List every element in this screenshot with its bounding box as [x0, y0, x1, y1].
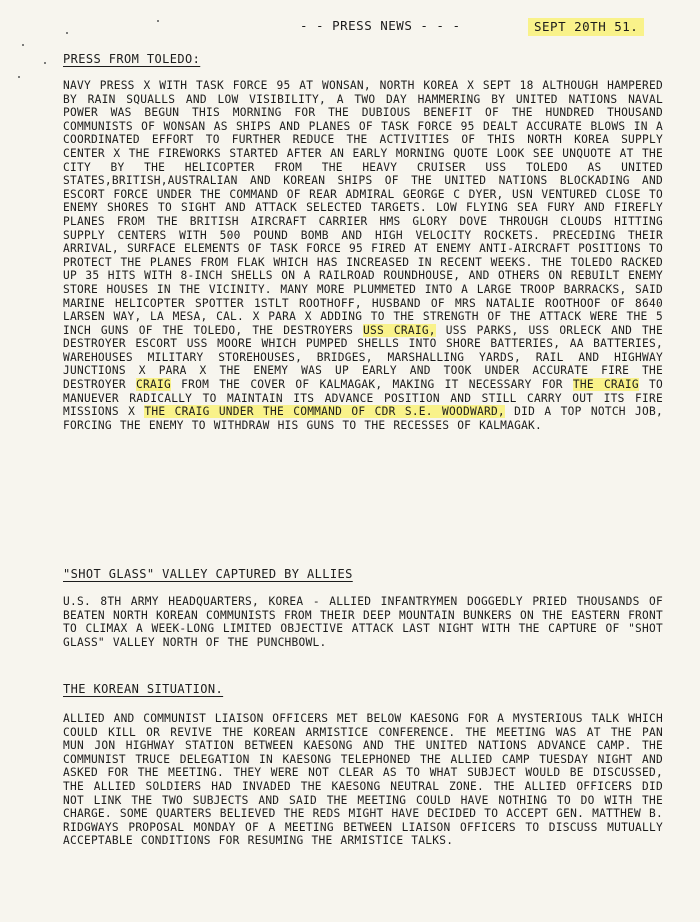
section-heading-korean-situation: THE KOREAN SITUATION.: [63, 682, 224, 696]
section-heading-press-from-toledo: PRESS FROM TOLEDO:: [63, 52, 201, 66]
section-body-shot-glass-valley: [63, 595, 663, 649]
scan-speck: [44, 62, 46, 64]
highlighted-text: USS CRAIG,: [363, 323, 436, 337]
page-header-date: SEPT 20TH 51.: [528, 18, 644, 36]
highlighted-text: THE CRAIG UNDER THE COMMAND OF CDR S.E. WOODWARD,: [144, 405, 505, 419]
section-heading-shot-glass-valley: "SHOT GLASS" VALLEY CAPTURED BY ALLIES: [63, 567, 353, 581]
body-text: NAVY PRESS X WITH TASK FORCE 95 AT WONSAN, NORTH KOREA X SEPT 18 ALTHOUGH HAMPERED BY RAIN SQUALLS AND LOW VISIBILITY, A TWO DAY HAMMERING BY UNITED NATIONS NAVAL POWER WAS BEGUN THIS MORNING FOR THE DUBIOUS BENEFIT OF THE HUNDRED THOUSAND COMMUNISTS OF WONSAN AS SHIPS AND PLANES OF TASK FORCE 95 DEALT ACCURATE BLOWS IN A COORDINATED EFFORT TO FURTHER REDUCE THE ACTIVITIES OF THIS NORTH KOREA SUPPLY CENTER X THE FIREWORKS STARTED AFTER AN EARLY MORNING QUOTE LOOK SEE UNQUOTE AT THE CITY BY THE HELICOPTER FROM THE HEAVY CRUISER USS TOLEDO AS UNITED STATES,BRITISH,AUSTRALIAN AND KOREAN SHIPS OF THE UNITED NATIONS BLOCKADING AND ESCORT FORCE UNDER THE COMMAND OF REAR ADMIRAL GEORGE C DYER, USN VENTURED CLOSE TO ENEMY SHORES TO SIGHT AND ATTACK SELECTED TARGETS. LOW FLYING SEA FURY AND FIREFLY PLANES FROM THE BRITISH AIRCRAFT CARRIER HMS GLORY DOVE THROUGH CLOUDS HITTING SUPPLY CENTERS WITH 500 POUND BOMB AND HIGH VELOCITY ROCKETS. PRECEDING THEIR ARRIVAL, SURFACE ELEMENTS OF TASK FORCE 95 FIRED AT ENEMY ANTI-AIRCRAFT POSITIONS TO PROTECT THE PLANES FROM FLAK WHICH HAS INCREASED IN RECENT WEEKS. THE TOLEDO RACKED UP 35 HITS WITH 8-INCH SHELLS ON A RAILROAD ROUNDHOUSE, AND OTHERS ON REBUILT ENEMY STORE HOUSES IN THE VICINITY. MANY MORE PLUMMETED INTO A LARGE TROOP BARRACKS, SAID MARINE HELICOPTER SPOTTER 1STLT ROOTHOFF, HUSBAND OF MRS NATALIE ROOTHOOF OF 8640 LARSEN WAY, LA MESA, CAL. X PARA X ADDING TO THE STRENGTH OF THE ATTACK WERE THE 5 INCH GUNS OF THE TOLEDO, THE DESTROYERS: [63, 79, 663, 337]
highlighted-text: THE CRAIG: [572, 378, 639, 392]
scan-speck: [157, 20, 159, 22]
page-header-title: - - PRESS NEWS - - -: [300, 18, 461, 33]
highlighted-text: CRAIG: [136, 378, 171, 392]
scan-speck: [22, 44, 24, 46]
scan-speck: [18, 76, 20, 78]
body-text: FROM THE COVER OF KALMAGAK, MAKING IT NECESSARY FOR: [170, 378, 573, 392]
section-body-korean-situation: [63, 712, 663, 848]
body-text: TO MANUEVER RADICALLY TO MAINTAIN ITS ADVANCE POSITION AND STILL CARRY OUT ITS FIRE MISSIONS X: [63, 378, 664, 419]
body-text: USS PARKS, USS ORLECK AND THE DESTROYER ESCORT USS MOORE WHICH PUMPED SHELLS INTO SHORE BATTERIES, AA BATTERIES, WAREHOUSES MILITARY STOREHOUSES, BRIDGES, MARSHALLING YARDS, RAIL AND HIGHWAY JUNCTIONS X PARA X THE ENEMY WAS UP EARLY AND TOOK UNDER ACCURATE FIRE THE DESTROYER: [63, 323, 663, 392]
body-text: DID A TOP NOTCH JOB, FORCING THE ENEMY TO WITHDRAW HIS GUNS TO THE RECESSES OF KALMAGAK.: [63, 405, 664, 432]
body-text: U.S. 8TH ARMY HEADQUARTERS, KOREA - ALLIED INFANTRYMEN DOGGEDLY PRIED THOUSANDS OF BEATEN NORTH KOREAN COMMUNISTS FROM THEIR DEEP MOUNTAIN BUNKERS ON THE EASTERN FRONT TO CLIMAX A WEEK-LONG LIMITED OBJECTIVE ATTACK LAST NIGHT WITH THE CAPTURE OF "SHOT GLASS" VALLEY NORTH OF THE PUNCHBOWL.: [63, 595, 663, 649]
body-text: ALLIED AND COMMUNIST LIAISON OFFICERS MET BELOW KAESONG FOR A MYSTERIOUS TALK WHICH COULD KILL OR REVIVE THE KOREAN ARMISTICE CONFERENCE. THE MEETING WAS AT THE PAN MUN JON HIGHWAY STATION BETWEEN KAESONG AND THE UNITED NATIONS ADVANCE CAMP. THE COMMUNIST TRUCE DELEGATION IN KAESONG TELEPHONED THE ALLIED CAMP TUESDAY NIGHT AND ASKED FOR THE MEETING. THEY WERE NOT CLEAR AS TO WHAT SUBJECT WOULD BE DISCUSSED, THE ALLIED SOLDIERS HAD INVADED THE KAESONG NEUTRAL ZONE. THE ALLIED OFFICERS DID NOT LINK THE TWO SUBJECTS AND SAID THE MEETING COULD HAVE NOTHING TO DO WITH THE CHARGE. SOME QUARTERS BELIEVED THE REDS MIGHT HAVE DECIDED TO ACCEPT GEN. MATTHEW B. RIDGWAYS PROPOSAL MONDAY OF A MEETING BETWEEN LIAISON OFFICERS TO DISCUSS MUTUALLY ACCEPTABLE CONDITIONS FOR RESUMING THE ARMISTICE TALKS.: [63, 712, 663, 848]
section-body-press-from-toledo: [63, 79, 663, 432]
scan-speck: [66, 32, 68, 34]
